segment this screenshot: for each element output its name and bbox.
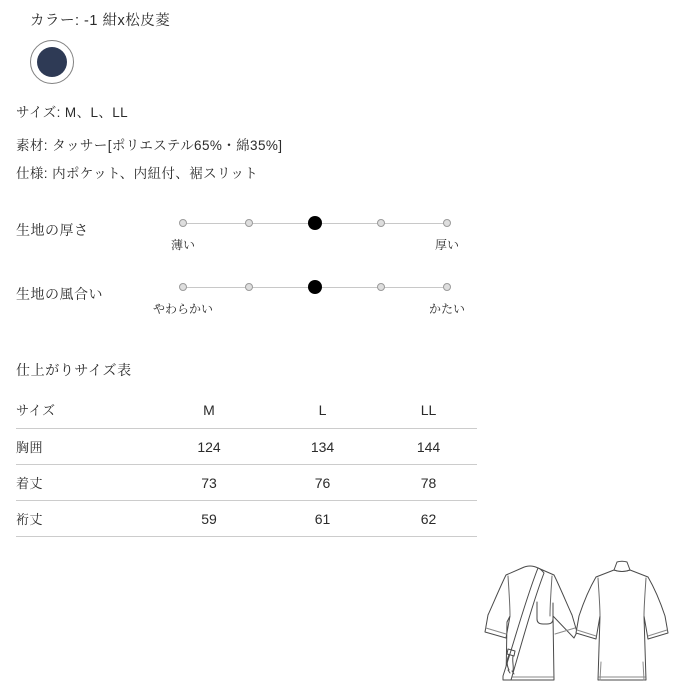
scale-label: 生地の風合い <box>16 286 103 302</box>
scale-min-label: やわらかい <box>152 302 214 316</box>
scale-dot <box>443 219 451 227</box>
scale-min-label: 薄い <box>170 238 196 252</box>
garment-front-illustration <box>485 566 577 680</box>
table-row <box>16 429 477 465</box>
scale-dot <box>245 283 253 291</box>
scale-dot <box>443 283 451 291</box>
table-row <box>16 501 477 537</box>
scale-dot-selected <box>308 216 322 230</box>
size-table-title: 仕上がりサイズ表 <box>16 362 132 378</box>
row-label: 裄丈 <box>16 512 44 527</box>
material-label: 素材: タッサー[ポリエステル65%・綿35%] <box>16 138 283 153</box>
garment-flat-sketch <box>475 552 680 697</box>
header-l: L <box>318 401 327 418</box>
row-value: 62 <box>420 510 437 527</box>
table-row <box>16 465 477 501</box>
header-m: M <box>203 401 215 418</box>
row-value: 78 <box>420 474 437 491</box>
color-label: カラー: -1 紺x松皮菱 <box>30 13 171 29</box>
spec-label: 仕様: 内ポケット、内紐付、裾スリット <box>16 166 259 181</box>
row-value: 76 <box>314 474 331 491</box>
fabric-thickness-scale <box>0 205 700 261</box>
scale-dot <box>377 283 385 291</box>
scale-dot <box>245 219 253 227</box>
swatch-color-fill <box>37 47 67 77</box>
row-value: 124 <box>197 438 221 455</box>
row-value: 59 <box>201 510 217 527</box>
scale-max-label: かたい <box>428 302 466 316</box>
row-label: 着丈 <box>16 476 44 491</box>
scale-dot <box>377 219 385 227</box>
color-swatch-navy[interactable] <box>30 40 74 84</box>
scale-dot <box>179 283 187 291</box>
header-size: サイズ <box>16 403 56 418</box>
size-label: サイズ: M、L、LL <box>16 105 129 120</box>
size-table-header <box>16 391 477 429</box>
row-value: 144 <box>416 438 441 455</box>
size-table <box>16 391 477 537</box>
scale-dot <box>179 219 187 227</box>
row-value: 134 <box>310 438 335 455</box>
scale-dot-selected <box>308 280 322 294</box>
fabric-texture-scale <box>0 269 700 325</box>
header-ll: LL <box>420 401 437 418</box>
scale-label: 生地の厚さ <box>16 222 89 238</box>
row-value: 73 <box>201 474 217 491</box>
row-value: 61 <box>314 510 331 527</box>
garment-back-illustration <box>576 561 668 680</box>
row-label: 胸囲 <box>16 440 44 455</box>
scale-max-label: 厚い <box>434 238 460 252</box>
size-table-body <box>16 429 477 537</box>
